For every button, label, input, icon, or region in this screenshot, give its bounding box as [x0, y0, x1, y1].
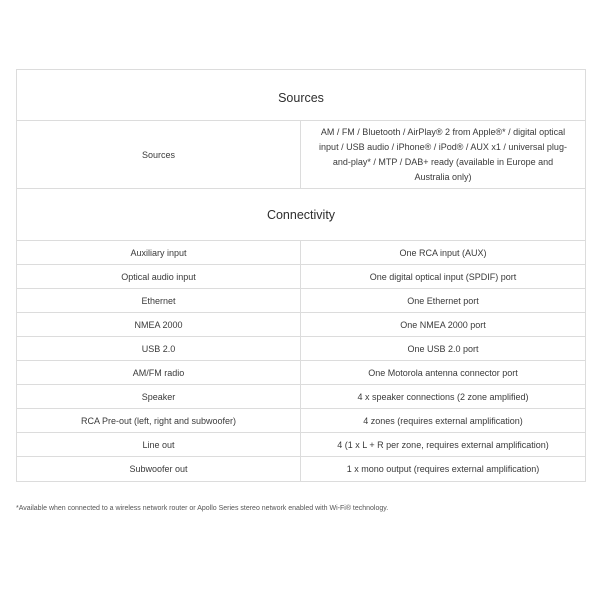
row-label: Subwoofer out	[17, 457, 301, 482]
table-row	[17, 385, 586, 409]
row-label: Speaker	[17, 385, 301, 409]
section-title-sources: Sources	[17, 70, 586, 121]
row-label: AM/FM radio	[17, 361, 301, 385]
row-value: One USB 2.0 port	[301, 337, 586, 361]
row-label: Ethernet	[17, 289, 301, 313]
section-title-connectivity: Connectivity	[17, 189, 586, 241]
row-value: One Motorola antenna connector port	[301, 361, 586, 385]
table-row	[17, 337, 586, 361]
table-row	[17, 241, 586, 265]
section-header-sources	[17, 70, 586, 121]
table-row	[17, 289, 586, 313]
row-value: One Ethernet port	[301, 289, 586, 313]
row-label: USB 2.0	[17, 337, 301, 361]
row-label: Sources	[17, 121, 301, 189]
section-header-connectivity	[17, 189, 586, 241]
table-row	[17, 409, 586, 433]
table-row	[17, 457, 586, 482]
row-label: Auxiliary input	[17, 241, 301, 265]
table-row	[17, 361, 586, 385]
row-value: AM / FM / Bluetooth / AirPlay® 2 from Apple®* / digital optical input / USB audio / iPhone® / iPod® / AUX x1 / universal plug-and-play* / MTP / DAB+ ready (available in Europe and Australia only)	[301, 121, 586, 189]
table-row	[17, 433, 586, 457]
row-value: One NMEA 2000 port	[301, 313, 586, 337]
row-value: One digital optical input (SPDIF) port	[301, 265, 586, 289]
table-row	[17, 265, 586, 289]
table-row-sources	[17, 121, 586, 189]
spec-table	[16, 69, 586, 482]
row-label: RCA Pre-out (left, right and subwoofer)	[17, 409, 301, 433]
row-value: 4 (1 x L + R per zone, requires external amplification)	[301, 433, 586, 457]
row-value: 1 x mono output (requires external amplification)	[301, 457, 586, 482]
row-label: Line out	[17, 433, 301, 457]
row-value: 4 zones (requires external amplification)	[301, 409, 586, 433]
table-row	[17, 313, 586, 337]
row-label: Optical audio input	[17, 265, 301, 289]
row-value: One RCA input (AUX)	[301, 241, 586, 265]
row-label: NMEA 2000	[17, 313, 301, 337]
footnote: *Available when connected to a wireless network router or Apollo Series stereo network enabled with Wi-Fi® technology.	[16, 505, 389, 512]
row-value: 4 x speaker connections (2 zone amplified)	[301, 385, 586, 409]
